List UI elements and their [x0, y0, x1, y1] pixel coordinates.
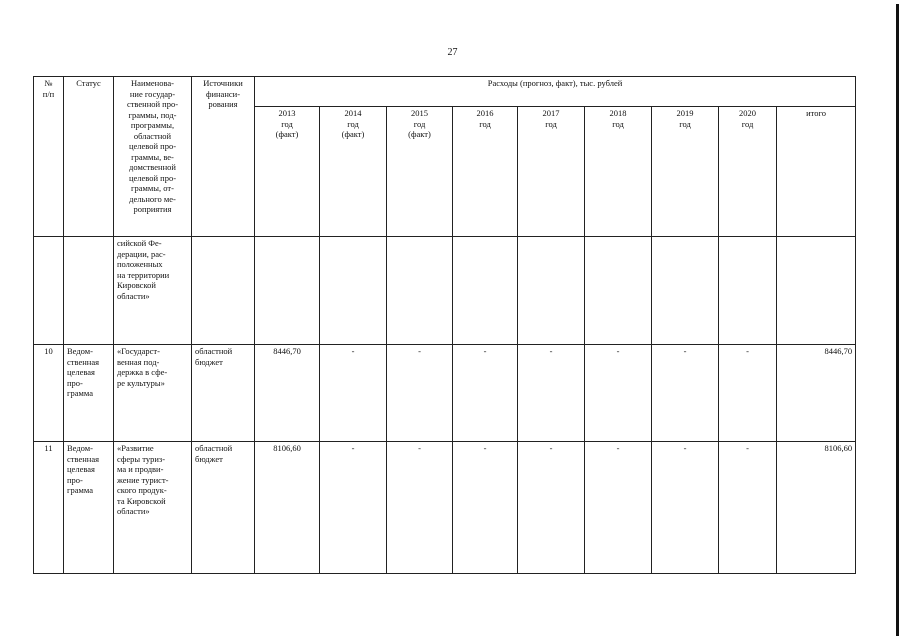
- row-num: 11: [34, 442, 64, 574]
- row-value-2019: -: [652, 442, 719, 574]
- continuation-row: [34, 237, 856, 345]
- row-value-2014: -: [320, 345, 387, 442]
- row-value-2016: -: [453, 345, 518, 442]
- cell-empty: [320, 237, 387, 345]
- header-row-1: [34, 77, 856, 107]
- row-value-2015: -: [387, 442, 453, 574]
- row-value-2019: -: [652, 345, 719, 442]
- header-year-2015: 2015 год (факт): [387, 107, 453, 237]
- row-value-2016: -: [453, 442, 518, 574]
- table-row: [34, 442, 856, 574]
- row-source: областной бюджет: [192, 442, 255, 574]
- header-year-2020: 2020 год: [719, 107, 777, 237]
- cell-empty: [585, 237, 652, 345]
- row-name: «Государст- венная под- держка в сфе- ре культуры»: [114, 345, 192, 442]
- header-num: № п/п: [34, 77, 64, 237]
- cell-empty: [255, 237, 320, 345]
- cell-empty: [518, 237, 585, 345]
- header-year-2013: 2013 год (факт): [255, 107, 320, 237]
- row-status: Ведом- ственная целевая про- грамма: [64, 442, 114, 574]
- cell-empty: [192, 237, 255, 345]
- header-source: Источники финанси- рования: [192, 77, 255, 237]
- cell-empty: [34, 237, 64, 345]
- row-value-2013: 8446,70: [255, 345, 320, 442]
- row-total: 8106,60: [777, 442, 856, 574]
- cell-empty: [719, 237, 777, 345]
- row-value-2017: -: [518, 442, 585, 574]
- header-status: Статус: [64, 77, 114, 237]
- row-source: областной бюджет: [192, 345, 255, 442]
- header-year-2017: 2017 год: [518, 107, 585, 237]
- row-value-2020: -: [719, 345, 777, 442]
- header-total: итого: [777, 107, 856, 237]
- row-name: «Развитие сферы туриз- ма и продви- жение турист- ского продук- та Кировской области»: [114, 442, 192, 574]
- header-year-2019: 2019 год: [652, 107, 719, 237]
- row-value-2014: -: [320, 442, 387, 574]
- cell-empty: [387, 237, 453, 345]
- header-year-2018: 2018 год: [585, 107, 652, 237]
- row-value-2017: -: [518, 345, 585, 442]
- header-name: Наименова- ние государ- ственной про- граммы, под- программы, областной целевой про- граммы, ве- домственной целевой про- граммы, от- дельного ме- роприятия: [114, 77, 192, 237]
- cell-empty: [652, 237, 719, 345]
- cell-empty: [453, 237, 518, 345]
- expenses-table: [33, 76, 856, 574]
- header-expenses: Расходы (прогноз, факт), тыс. рублей: [255, 77, 856, 107]
- page-number: 27: [447, 47, 458, 58]
- row-status: Ведом- ственная целевая про- грамма: [64, 345, 114, 442]
- row-value-2013: 8106,60: [255, 442, 320, 574]
- row-num: 10: [34, 345, 64, 442]
- cell-empty: [64, 237, 114, 345]
- continuation-name: сийской Фе- дерации, рас- положенных на территории Кировской области»: [114, 237, 192, 345]
- cell-empty: [777, 237, 856, 345]
- table-row: [34, 345, 856, 442]
- row-total: 8446,70: [777, 345, 856, 442]
- row-value-2018: -: [585, 442, 652, 574]
- row-value-2018: -: [585, 345, 652, 442]
- header-year-2014: 2014 год (факт): [320, 107, 387, 237]
- row-value-2015: -: [387, 345, 453, 442]
- scan-edge-line: [896, 4, 899, 636]
- header-year-2016: 2016 год: [453, 107, 518, 237]
- row-value-2020: -: [719, 442, 777, 574]
